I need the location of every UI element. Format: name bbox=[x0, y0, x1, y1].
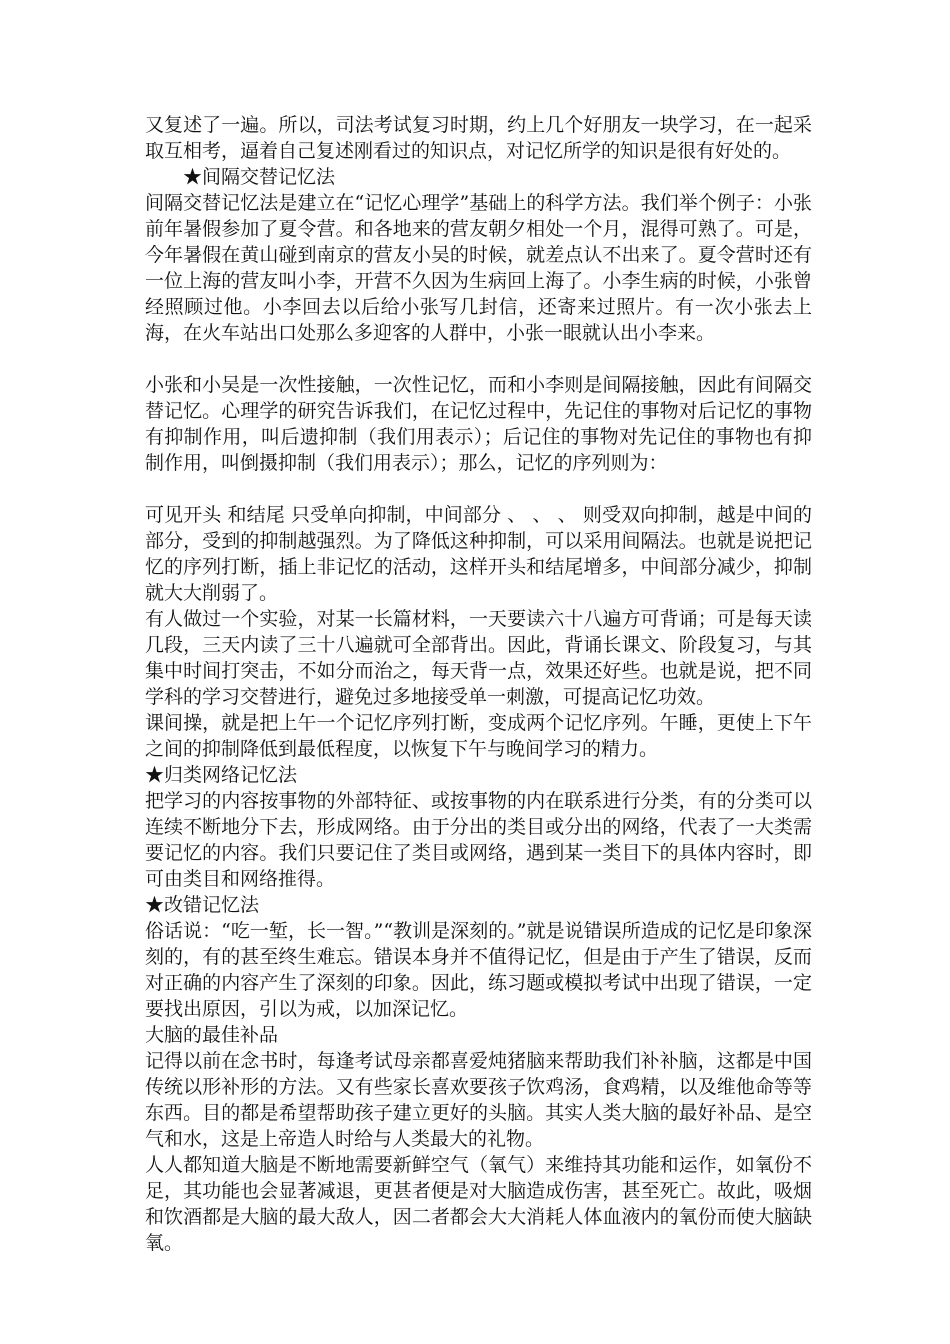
paragraph-oxygen: 人人都知道大脑是不断地需要新鲜空气（氧气）来维持其功能和运作，如氧份不足，其功能也会显著减退，更甚者便是对大脑造成伤害，甚至死亡。故此，吸烟和饮酒都是大脑的最大敌人，因二者都会大大消耗人体血液内的氧份而使大脑缺氧。 bbox=[145, 1154, 812, 1254]
heading-error-method: ★改错记忆法 bbox=[145, 894, 260, 916]
blank-line bbox=[145, 476, 812, 502]
paragraph-break-time: 课间操，就是把上午一个记忆序列打断，变成两个记忆序列。午睡，更使上下午之间的抑制降低到最低程度，以恢复下午与晚间学习的精力。 bbox=[145, 712, 812, 760]
paragraph-inhibition: 小张和小吴是一次性接触，一次性记忆，而和小李则是间隔接触，因此有间隔交替记忆。心理学的研究告诉我们，在记忆过程中，先记住的事物对后记忆的事物有抑制作用，叫后遗抑制（我们用表示）；后记住的事物对先记住的事物也有抑制作用，叫倒摄抑制（我们用表示）；那么，记忆的序列则为： bbox=[145, 374, 812, 474]
heading-interval-method: ★间隔交替记忆法 bbox=[183, 166, 336, 188]
document-page bbox=[145, 112, 812, 1256]
paragraph-sequence: 可见开头 和结尾 只受单向抑制，中间部分 、 、 、 则受双向抑制，越是中间的部分，受到的抑制越强烈。为了降低这种抑制，可以采用间隔法。也就是说把记忆的序列打断，插上非记忆的活动，这样开头和结尾增多，中间部分减少，抑制就大大削弱了。 bbox=[145, 504, 812, 604]
paragraph-intro: 又复述了一遍。所以，司法考试复习时期，约上几个好朋友一块学习，在一起采取互相考，逼着自己复述刚看过的知识点，对记忆所学的知识是很有好处的。 bbox=[145, 114, 812, 162]
heading-classification-method: ★归类网络记忆法 bbox=[145, 764, 298, 786]
paragraph-interval-example: 间隔交替记忆法是建立在“记忆心理学”基础上的科学方法。我们举个例子：小张前年暑假参加了夏令营。和各地来的营友朝夕相处一个月，混得可熟了。可是，今年暑假在黄山碰到南京的营友小吴的时候，就差点认不出来了。夏令营时还有一位上海的营友叫小李，开营不久因为生病回上海了。小李生病的时候，小张曾经照顾过他。小李回去以后给小张写几封信，还寄来过照片。有一次小张去上海，在火车站出口处那么多迎客的人群中，小张一眼就认出小李来。 bbox=[145, 192, 812, 344]
paragraph-brain-food: 记得以前在念书时，每逢考试母亲都喜爱炖猪脑来帮助我们补补脑，这都是中国传统以形补形的方法。又有些家长喜欢要孩子饮鸡汤，食鸡精，以及维他命等等东西。目的都是希望帮助孩子建立更好的头脑。其实人类大脑的最好补品、是空气和水，这是上帝造人时给与人类最大的礼物。 bbox=[145, 1050, 812, 1150]
paragraph-classification: 把学习的内容按事物的外部特征、或按事物的内在联系进行分类，有的分类可以连续不断地分下去，形成网络。由于分出的类目或分出的网络，代表了一大类需要记忆的内容。我们只要记住了类目或网络，遇到某一类目下的具体内容时，即可由类目和网络推得。 bbox=[145, 790, 812, 890]
heading-brain-supplement: 大脑的最佳补品 bbox=[145, 1024, 279, 1046]
blank-line bbox=[145, 346, 812, 372]
paragraph-error: 俗话说：“吃一堑，长一智。”“教训是深刻的。”就是说错误所造成的记忆是印象深刻的，有的甚至终生难忘。错误本身并不值得记忆，但是由于产生了错误，反而对正确的内容产生了深刻的印象。因此，练习题或模拟考试中出现了错误，一定要找出原因，引以为戒，以加深记忆。 bbox=[145, 920, 812, 1020]
paragraph-experiment: 有人做过一个实验，对某一长篇材料，一天要读六十八遍方可背诵；可是每天读几段，三天内读了三十八遍就可全部背出。因此，背诵长课文、阶段复习，与其集中时间打突击，不如分而治之，每天背一点，效果还好些。也就是说，把不同学科的学习交替进行，避免过多地接受单一刺激，可提高记忆功效。 bbox=[145, 608, 812, 708]
